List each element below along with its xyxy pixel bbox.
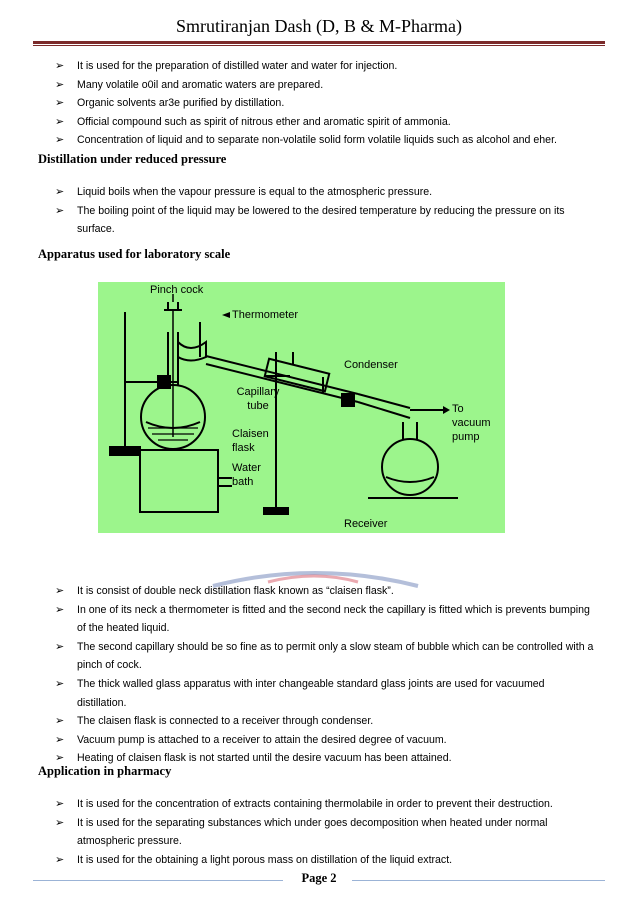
list-item: ➢ The second capillary should be so fine as to permit only a slow steam of bubble which can be controlled with a pinch of cock. [55, 639, 594, 672]
apparatus-diagram [98, 282, 505, 533]
list-item: ➢ It is used for the preparation of distilled water and water for injection. [55, 57, 595, 76]
stand-base [110, 447, 140, 455]
arrow-bullet-icon: ➢ [55, 584, 65, 597]
arrow-bullet-icon: ➢ [55, 639, 65, 653]
list-item: ➢ The boiling point of the liquid may be lowered to the desired temperature by reducing the pressure on its surface. [55, 203, 565, 236]
list-item: ➢ It is consist of double neck distillation flask known as “claisen flask”. [55, 582, 595, 601]
arrow-bullet-icon: ➢ [55, 714, 65, 728]
receiver-flask-bulb [382, 439, 438, 495]
arrow-bullet-icon: ➢ [55, 732, 65, 746]
arrow-bullet-icon: ➢ [55, 96, 65, 110]
arrow-bullet-icon: ➢ [55, 59, 65, 72]
label-condenser: Condenser [344, 359, 398, 371]
list-item: ➢ Concentration of liquid and to separate non-volatile solid form volatile liquids such as alcohol and eher. [55, 131, 595, 150]
stand-base-2 [264, 508, 288, 514]
arrow-bullet-icon: ➢ [55, 751, 65, 765]
pinch-cock [164, 302, 182, 310]
delivery-tube-bottom [206, 364, 358, 402]
header-rule [33, 41, 605, 44]
intro-bullet-list [55, 57, 595, 150]
list-item: ➢ Liquid boils when the vapour pressure is equal to the atmospheric pressure. [55, 183, 595, 202]
label-claisen-flask: Claisen flask [232, 428, 269, 454]
list-item: ➢ It is used for the concentration of extracts containing thermolabile in order to prevent their destruction. [55, 795, 595, 814]
section-heading-apparatus: Apparatus used for laboratory scale [38, 247, 231, 261]
adapter-joint [342, 394, 354, 406]
section-heading-reduced-pressure: Distillation under reduced pressure [38, 152, 227, 166]
list-item: ➢ Official compound such as spirit of nitrous ether and aromatic spirit of ammonia. [55, 113, 595, 132]
reduced-pressure-bullet-list [55, 183, 595, 239]
arrow-bullet-icon: ➢ [55, 203, 65, 217]
arrow-bullet-icon: ➢ [55, 815, 65, 829]
apparatus-bullet-list [55, 582, 595, 768]
list-item: ➢ It is used for the separating substances which under goes decomposition when heated under normal atmospheric pressure. [55, 815, 548, 848]
label-thermometer: Thermometer [232, 309, 299, 321]
water-bath [140, 450, 218, 512]
apparatus-drawing [98, 282, 505, 533]
arrow-bullet-icon: ➢ [55, 852, 65, 866]
section-heading-application: Application in pharmacy [38, 764, 172, 778]
adapter-top [358, 394, 410, 408]
water-bath-inlet [218, 478, 232, 486]
arrow-bullet-icon: ➢ [55, 602, 65, 616]
arrow-bullet-icon: ➢ [55, 77, 65, 91]
side-neck [178, 342, 206, 361]
list-item: ➢ Heating of claisen flask is not started until the desire vacuum has been attained. [55, 749, 595, 768]
label-capillary-tube: Capillary tube [236, 386, 280, 412]
adapter-bottom [358, 402, 410, 418]
vacuum-arrow-head [443, 406, 450, 414]
label-water-bath: Water bath [232, 462, 261, 488]
page-number: Page 2 [301, 871, 337, 885]
page-header-title: Smrutiranjan Dash (D, B & M-Pharma) [176, 16, 462, 36]
arrow-bullet-icon: ➢ [55, 797, 65, 810]
label-receiver: Receiver [344, 518, 388, 530]
list-item: ➢ Many volatile o0il and aromatic waters are prepared. [55, 76, 595, 95]
list-item: ➢ Vacuum pump is attached to a receiver to attain the desired degree of vacuum. [55, 731, 595, 750]
header-rule-thin [33, 45, 605, 46]
arrow-bullet-icon: ➢ [55, 676, 65, 690]
arrow-bullet-icon: ➢ [55, 185, 65, 198]
label-pinch-cock: Pinch cock [150, 284, 204, 296]
receiver-liquid [386, 477, 434, 482]
arrow-bullet-icon: ➢ [55, 114, 65, 128]
list-item: ➢ In one of its neck a thermometer is fitted and the second neck the capillary is fitted which is prevents bumping of the heated liquid. [55, 602, 590, 635]
label-to-vacuum-pump: To vacuum pump [452, 403, 491, 443]
list-item: ➢ The claisen flask is connected to a receiver through condenser. [55, 712, 595, 731]
thermometer-arrow-head [222, 312, 230, 318]
list-item: ➢ The thick walled glass apparatus with inter changeable standard glass joints are used for vacuumed distillation. [55, 676, 545, 709]
list-item: ➢ Organic solvents ar3e purified by distillation. [55, 94, 595, 113]
application-bullet-list [55, 795, 595, 869]
arrow-bullet-icon: ➢ [55, 133, 65, 147]
list-item: ➢ It is used for the obtaining a light porous mass on distillation of the liquid extract. [55, 851, 595, 870]
